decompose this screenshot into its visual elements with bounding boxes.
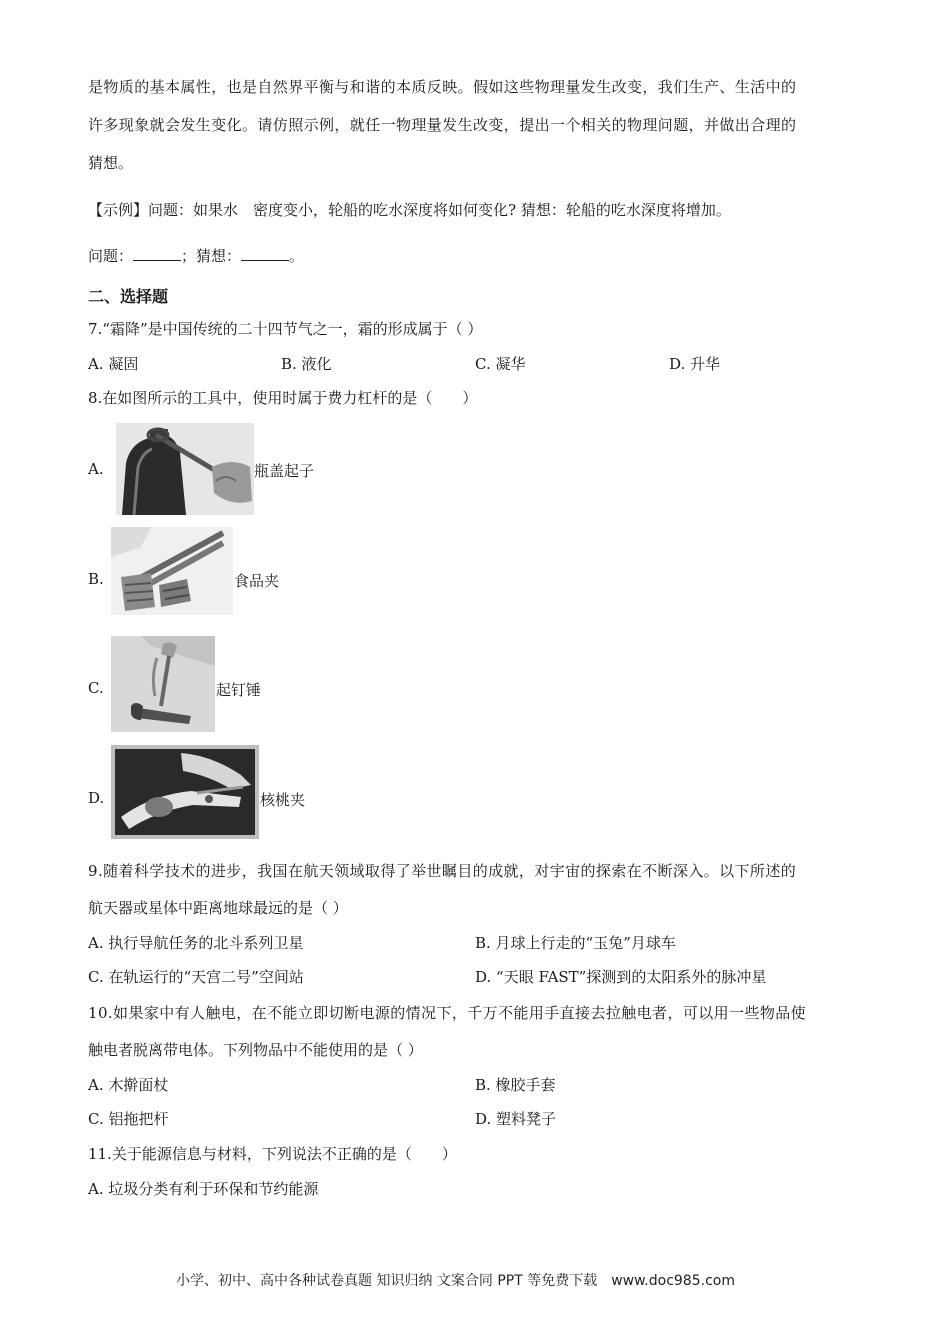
- intro-line-3: 猜想。: [88, 154, 134, 172]
- q9-option-a: A. 执行导航任务的北斗系列卫星: [88, 934, 304, 952]
- q10-option-a: A. 木擀面杖: [88, 1076, 169, 1094]
- q9-option-d: D. “天眼 FAST”探测到的太阳系外的脉冲星: [475, 968, 767, 986]
- answer-end: 。: [289, 247, 305, 265]
- food-tongs-image: [111, 527, 233, 615]
- claw-hammer-image: [111, 636, 215, 732]
- section-title: 二、选择题: [88, 287, 169, 306]
- answer-question-label: 问题：: [88, 247, 134, 265]
- q11-stem: 11.关于能源信息与材料，下列说法不正确的是（ ）: [88, 1145, 457, 1163]
- q8-option-b-letter: B.: [88, 570, 104, 588]
- answer-blank-2[interactable]: [241, 246, 289, 261]
- q9-option-c: C. 在轨运行的“天宫二号”空间站: [88, 968, 304, 986]
- q8-option-a-label: 瓶盖起子: [254, 462, 315, 480]
- q7-stem: 7.“霜降”是中国传统的二十四节气之一，霜的形成属于（ ）: [88, 320, 483, 338]
- q7-option-c: C. 凝华: [475, 355, 526, 373]
- intro-line-2: 许多现象就会发生变化。请仿照示例，就任一物理量发生改变，提出一个相关的物理问题，并做出合理的: [88, 116, 797, 134]
- q9-option-b: B. 月球上行走的“玉兔”月球车: [475, 934, 676, 952]
- answer-blank-1[interactable]: [133, 246, 181, 261]
- q8-option-c-letter: C.: [88, 679, 104, 697]
- page-footer: 小学、初中、高中各种试卷真题 知识归纳 文案合同 PPT 等免费下载 www.doc985.com: [176, 1273, 735, 1289]
- q10-option-b: B. 橡胶手套: [475, 1076, 556, 1094]
- q7-option-a: A. 凝固: [88, 355, 139, 373]
- q8-stem: 8.在如图所示的工具中，使用时属于费力杠杆的是（ ）: [88, 389, 478, 407]
- q8-option-a-letter: A.: [88, 460, 104, 478]
- q8-option-b-label: 食品夹: [234, 572, 280, 590]
- q8-option-d-label: 核桃夹: [260, 791, 306, 809]
- q8-option-c-label: 起钉锤: [216, 681, 262, 699]
- q10-option-d: D. 塑料凳子: [475, 1110, 557, 1128]
- nutcracker-image: [111, 745, 259, 839]
- q10-stem-line-1: 10.如果家中有人触电，在不能立即切断电源的情况下，千万不能用手直接去拉触电者，可以用一些物品使: [88, 1004, 807, 1022]
- q9-stem-line-2: 航天器或星体中距离地球最远的是（ ）: [88, 899, 348, 917]
- q10-stem-line-2: 触电者脱离带电体。下列物品中不能使用的是（ ）: [88, 1041, 423, 1059]
- q8-option-d-letter: D.: [88, 789, 105, 807]
- q7-option-b: B. 液化: [281, 355, 332, 373]
- q9-stem-line-1: 9.随着科学技术的进步，我国在航天领域取得了举世瞩目的成就，对宇宙的探索在不断深入。以下所述的: [88, 862, 797, 880]
- answer-separator: ；猜想：: [181, 247, 242, 265]
- example-text: 【示例】问题：如果水 密度变小，轮船的吃水深度将如何变化? 猜想：轮船的吃水深度将增加。: [88, 201, 731, 219]
- q11-option-a: A. 垃圾分类有利于环保和节约能源: [88, 1180, 319, 1198]
- intro-line-1: 是物质的基本属性，也是自然界平衡与和谐的本质反映。假如这些物理量发生改变，我们生产、生活中的: [88, 78, 797, 96]
- bottle-opener-image: [116, 423, 254, 515]
- q10-option-c: C. 铝拖把杆: [88, 1110, 169, 1128]
- q7-option-d: D. 升华: [669, 355, 721, 373]
- answer-line: [88, 245, 304, 266]
